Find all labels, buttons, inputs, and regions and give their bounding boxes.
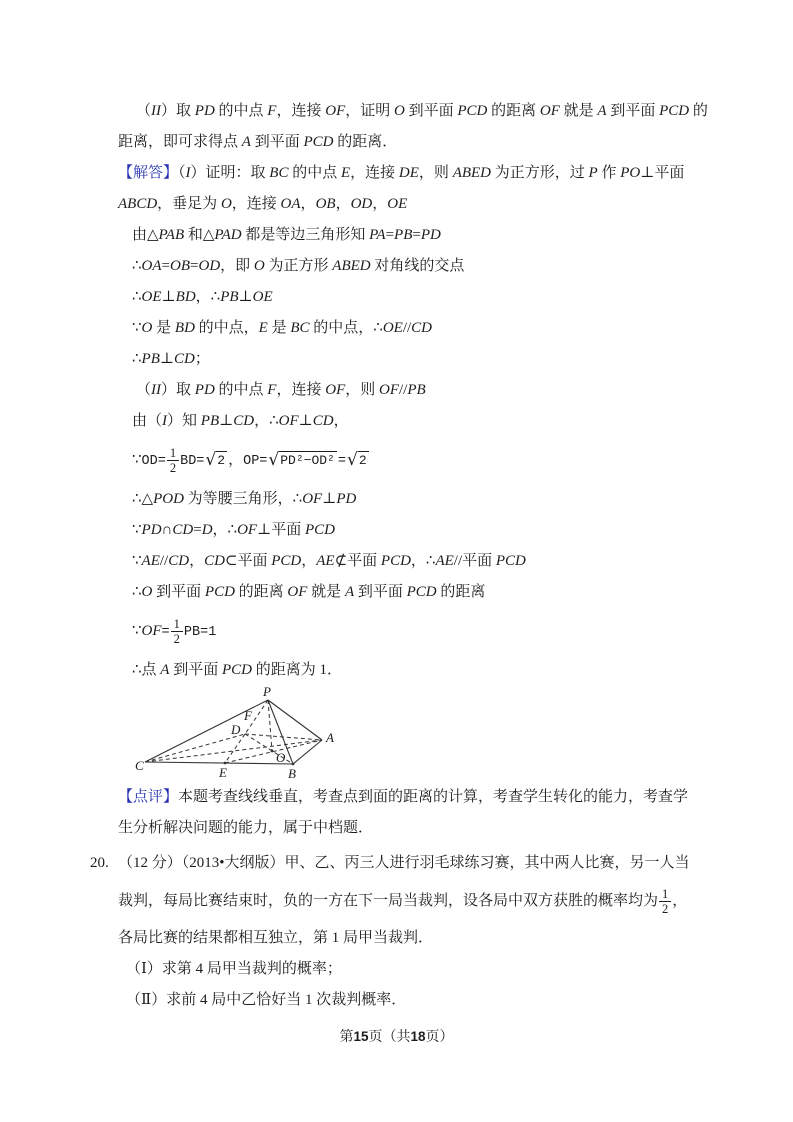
label-E: E: [219, 765, 227, 780]
text-line: [118, 189, 710, 220]
radical-sign: √: [205, 450, 217, 471]
square-root: [347, 451, 369, 470]
text-run: ∴PB⊥CD；: [132, 351, 210, 367]
comment-lines: [118, 782, 710, 844]
text-run: （12 分）（2013•大纲版）甲、乙、丙三人进行羽毛球练习赛，其中两人比赛，另一人当: [118, 855, 690, 871]
text-run: ∴△POD 为等腰三角形，∴OF⊥PD: [132, 491, 357, 507]
text-line: [118, 546, 710, 577]
fraction-numerator: 1: [659, 887, 671, 902]
text-run: 由（I）知 PB⊥CD，∴OF⊥CD，: [132, 413, 349, 429]
label-P: P: [263, 686, 271, 699]
text-run: （II）取 PD 的中点 F，连接 OF，证明 O 到平面 PCD 的距离 OF 就是 A 到平面 PCD 的: [136, 103, 708, 119]
math-roman: OP=: [243, 454, 268, 469]
text-run: ABCD，垂足为 O，连接 OA，OB，OD，OE: [118, 196, 408, 212]
text-run: 各局比赛的结果都相互独立，第 1 局甲当裁判．: [118, 930, 434, 946]
fraction-numerator: 1: [171, 617, 183, 632]
text-run: ∵PD∩CD=D，∴OF⊥平面 PCD: [132, 522, 335, 538]
text-line: [118, 577, 710, 608]
section-tag: 【解答】: [118, 165, 179, 181]
page-footer: [0, 1026, 793, 1046]
text-run: 本题考查线线垂直，考查点到面的距离的计算，考查学生转化的能力，考查学: [178, 789, 689, 805]
text-line: [118, 158, 710, 189]
text-run: （I）证明：取 BC 的中点 E，连接 DE，则 ABED 为正方形，过 P 作 PO⊥平面: [178, 165, 685, 181]
footer-text: 页（共: [368, 1030, 411, 1045]
text-run: ∵: [132, 452, 142, 468]
radical-sign: √: [346, 450, 358, 471]
text-line: [118, 985, 710, 1016]
text-line: [118, 608, 710, 655]
fraction: [171, 617, 183, 647]
math-roman: =: [161, 625, 170, 640]
math-roman: =: [337, 454, 346, 469]
text-run: ，: [228, 452, 244, 468]
text-run: ∵: [132, 623, 142, 639]
text-run: ∴OE⊥BD，∴PB⊥OE: [132, 289, 273, 305]
text-line: [118, 282, 710, 313]
text-line: [118, 879, 710, 923]
text-run: ∴点 A 到平面 PCD 的距离为 1．: [132, 662, 342, 678]
text-run: （Ⅰ）求第 4 局甲当裁判的概率；: [126, 961, 342, 977]
text-line: [118, 220, 710, 251]
fraction-numerator: 1: [167, 446, 179, 461]
fraction: [659, 887, 671, 917]
footer-total-pages: 18: [410, 1029, 426, 1044]
math-roman: BD=: [180, 454, 205, 469]
fraction-denominator: 2: [173, 632, 180, 647]
fraction-denominator: 2: [662, 902, 669, 917]
math-italic: OF: [141, 623, 162, 639]
text-line: [90, 848, 710, 879]
text-run: 裁判，每局比赛结束时，负的一方在下一局当裁判，设各局中双方获胜的概率均为: [118, 893, 659, 909]
text-line: [118, 127, 710, 158]
section-tag: 【点评】: [118, 789, 179, 805]
text-run: （II）取 PD 的中点 F，连接 OF，则 OF//PB: [136, 382, 426, 398]
pyramid-figure: [118, 686, 710, 782]
square-root: [205, 451, 227, 470]
label-O: O: [276, 750, 286, 765]
square-root: [268, 451, 336, 470]
text-line: [118, 406, 710, 437]
solution-lines: [118, 96, 710, 686]
text-line: [118, 655, 710, 686]
footer-text: 第: [339, 1030, 354, 1045]
footer-text: 页）: [425, 1030, 454, 1045]
radicand: PD²−OD²: [280, 453, 335, 469]
text-run: ∴OA=OB=OD，即 O 为正方形 ABED 对角线的交点: [132, 258, 465, 274]
text-line: [118, 515, 710, 546]
text-line: [118, 375, 710, 406]
text-line: [118, 782, 710, 813]
text-run: 由△PAB 和△PAD 都是等边三角形知 PA=PB=PD: [132, 227, 441, 243]
text-line: [118, 813, 710, 844]
text-line: [118, 437, 710, 484]
content-area: [90, 96, 710, 1016]
label-B: B: [288, 766, 296, 781]
text-line: [118, 96, 710, 127]
text-line: [118, 484, 710, 515]
problem-20: [90, 848, 710, 1016]
text-line: [118, 954, 710, 985]
text-line: [118, 344, 710, 375]
label-C: C: [135, 758, 144, 773]
text-run: 距离，即可求得点 A 到平面 PCD 的距离．: [118, 134, 398, 150]
pyramid-figure-svg: [135, 686, 345, 782]
text-line: [118, 923, 710, 954]
label-D: D: [231, 722, 241, 737]
text-run: ∵AE//CD，CD⊂平面 PCD，AE⊄平面 PCD，∴AE//平面 PCD: [132, 553, 526, 569]
math-roman: PB=1: [183, 625, 217, 640]
radicand: 2: [358, 453, 367, 469]
radical-sign: √: [268, 450, 280, 471]
radicand: 2: [217, 453, 226, 469]
label-A: A: [326, 730, 334, 745]
point-labels: [135, 686, 334, 781]
fraction-denominator: 2: [169, 461, 177, 476]
text-run: ∴O 到平面 PCD 的距离 OF 就是 A 到平面 PCD 的距离: [132, 584, 486, 600]
text-run: ，: [672, 893, 688, 909]
text-run: ∵O 是 BD 的中点，E 是 BC 的中点，∴OE//CD: [132, 320, 433, 336]
text-line: [118, 313, 710, 344]
footer-page-number: 15: [353, 1029, 369, 1044]
fraction: [167, 446, 179, 476]
label-F: F: [244, 708, 252, 723]
text-run: 生分析解决问题的能力，属于中档题．: [118, 820, 374, 836]
text-line: [118, 251, 710, 282]
text-run: （Ⅱ）求前 4 局中乙恰好当 1 次裁判概率．: [126, 992, 407, 1008]
math-roman: OD=: [141, 454, 166, 469]
problem-number: 20.: [90, 855, 109, 871]
